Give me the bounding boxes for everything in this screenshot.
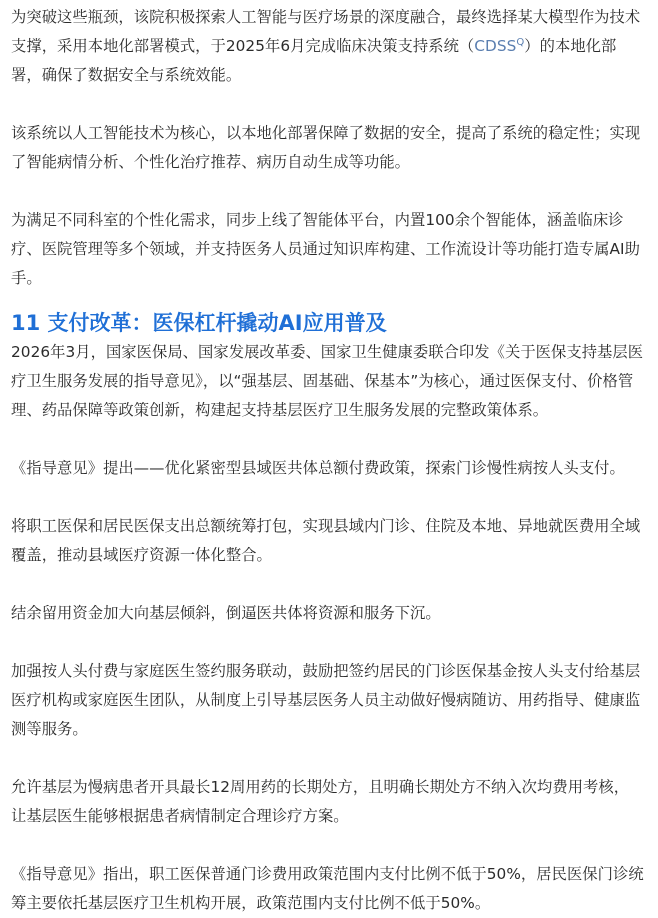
- paragraph-spacer: [11, 90, 644, 119]
- intro-paragraph-1: [11, 3, 644, 90]
- section-paragraph: 将职工医保和居民医保支出总额统筹打包，实现县域内门诊、住院及本地、异地就医费用全域覆盖，推动县域医疗资源一体化整合。: [11, 517, 641, 564]
- section-paragraph: 允许基层为慢病患者开具最长12周用药的长期处方，且明确长期处方不纳入次均费用考核，让基层医生能够根据患者病情制定合理诊疗方案。: [11, 778, 630, 825]
- paragraph-spacer: [11, 744, 644, 773]
- paragraph-spacer: [11, 570, 644, 599]
- section-paragraph: 《指导意见》提出——优化紧密型县域医共体总额付费政策，探索门诊慢性病按人头支付。: [11, 459, 625, 477]
- paragraph-spacer: [11, 177, 644, 206]
- intro-paragraph-1-after: ）的本地化部署，确保了数据安全与系统效能。: [11, 37, 617, 84]
- intro-paragraph-1-before: 为突破这些瓶颈，该院积极探索人工智能与医疗场景的深度融合，最终选择某大模型作为技术支撑，采用本地化部署模式，于2025年6月完成临床决策支持系统（: [11, 8, 641, 55]
- intro-paragraph-3: 为满足不同科室的个性化需求，同步上线了智能体平台，内置100余个智能体，涵盖临床诊疗、医院管理等多个领域，并支持医务人员通过知识库构建、工作流设计等功能打造专属AI助手。: [11, 211, 640, 287]
- paragraph-spacer: [11, 831, 644, 860]
- section-heading: 11 支付改革：医保杠杆撬动AI应用普及: [11, 311, 387, 335]
- intro-paragraph-2: 该系统以人工智能技术为核心，以本地化部署保障了数据的安全，提高了系统的稳定性；实现了智能病情分析、个性化治疗推荐、病历自动生成等功能。: [11, 124, 641, 171]
- paragraph-spacer: [11, 425, 644, 454]
- paragraph-spacer: [11, 628, 644, 657]
- section-paragraph: 《指导意见》指出，职工医保普通门诊费用政策范围内支付比例不低于50%，居民医保门诊统筹主要依托基层医疗卫生机构开展，政策范围内支付比例不低于50%。: [11, 865, 644, 912]
- section-paragraph: 结余留用资金加大向基层倾斜，倒逼医共体将资源和服务下沉。: [11, 604, 441, 622]
- section-spacer: [11, 293, 644, 308]
- cdss-search-icon[interactable]: Q: [516, 36, 525, 48]
- cdss-term-link[interactable]: [474, 37, 524, 55]
- paragraph-spacer: [11, 483, 644, 512]
- cdss-term-text[interactable]: CDSS: [474, 37, 517, 55]
- section-paragraph: 2026年3月，国家医保局、国家发展改革委、国家卫生健康委联合印发《关于医保支持基层医疗卫生服务发展的指导意见》，以“强基层、固基础、保基本”为核心，通过医保支付、价格管理、药品保障等政策创新，构建起支持基层医疗卫生服务发展的完整政策体系。: [11, 343, 644, 419]
- section-paragraph: 加强按人头付费与家庭医生签约服务联动，鼓励把签约居民的门诊医保基金按人头支付给基层医疗机构或家庭医生团队，从制度上引导基层医务人员主动做好慢病随访、用药指导、健康监测等服务。: [11, 662, 641, 738]
